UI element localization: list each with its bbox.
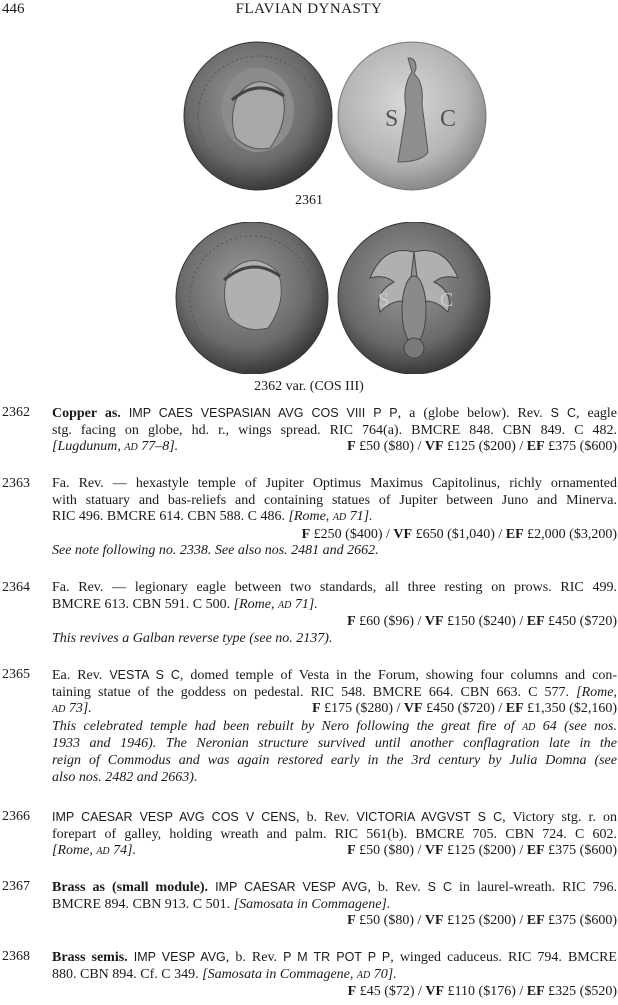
text-segment: with statuary and bas-reliefs and containing statues of Jupiter between Juno and Minerva. [52, 492, 617, 508]
entry-line [52, 809, 617, 827]
text-segment: 64 (see nos. [535, 718, 617, 734]
price-line [312, 701, 617, 719]
text-segment: Brass semis. [52, 950, 128, 965]
entry-line [52, 439, 617, 457]
text-segment: EF [526, 913, 545, 929]
text-segment: VF [424, 843, 444, 859]
entry-line [52, 967, 617, 985]
text-segment: 880. CBN 894. Cf. C 349. [52, 966, 203, 982]
text-segment: VF [425, 984, 445, 1000]
text-segment: 71]. [346, 509, 373, 525]
text-segment: EF [526, 984, 545, 1000]
text-segment: [Rome, [233, 596, 278, 612]
text-segment: Fa. Rev. — hexastyle temple of Jupiter Optimus Maximus Capitolinus, richly ornamented [52, 476, 617, 491]
text-segment: RIC 496. BMCRE 614. CBN 588. C 486. [52, 509, 289, 525]
coin-legend: IMP CAESAR VESP AVG COS V CENS [52, 810, 296, 824]
text-segment: Ea. Rev. [52, 668, 110, 683]
coin-pair-2362 [0, 222, 618, 374]
text-segment: 77–8]. [137, 439, 179, 455]
entry-number: 2367 [2, 879, 30, 894]
coin-legend: VICTORIA AVGVST S C [356, 810, 503, 824]
price-line [52, 527, 617, 544]
text-segment: AD [52, 704, 66, 716]
text-segment: VF [393, 526, 413, 542]
coin-legend: S C [427, 880, 453, 894]
price-line [347, 843, 617, 861]
text-segment: EF [505, 526, 524, 542]
entry-line [52, 597, 617, 615]
entry-number: 2365 [2, 667, 30, 682]
entry-line [52, 631, 617, 648]
text-segment: F [301, 526, 311, 542]
text-segment: F [347, 439, 356, 455]
text-segment: This celebrated temple had been rebuilt by Nero following the great fire of [52, 718, 523, 734]
text-segment: AD [96, 846, 110, 858]
entry-number: 2366 [2, 809, 30, 824]
price-line [347, 439, 617, 457]
text-segment: £50 ($80) / [355, 843, 425, 859]
text-segment: , winged caduceus. RIC 794. BMCRE [390, 950, 617, 965]
entry-body [52, 580, 617, 647]
text-segment: forepart of galley, holding wreath and palm. RIC 561(b). BMCRE 705. CBN 724. C 602. [52, 826, 617, 842]
text-segment: Fa. Rev. — legionary eagle between two standards, all three resting on prows. RIC 499. [52, 580, 617, 595]
price-line [52, 614, 617, 631]
text-segment: EF [505, 701, 524, 717]
entry-line [52, 667, 617, 685]
entry-line [52, 580, 617, 597]
text-segment: AD [522, 721, 536, 733]
text-segment: 71]. [291, 596, 318, 612]
figure-caption-2362: 2362 var. (COS III) [254, 379, 364, 394]
text-segment: also nos. 2482 and 2663). [52, 769, 198, 785]
text-segment: £175 ($280) / [320, 701, 404, 717]
text-segment: [Samosata in Commagene, [202, 966, 357, 982]
coin-legend: VESTA S C [109, 668, 180, 682]
text-segment: taining statue of the goddess on pedestal. RIC 548. BMCRE 664. CBN 663. C 577. [52, 684, 577, 700]
text-segment: Brass as (small module). [52, 880, 209, 895]
entry-line [52, 685, 617, 702]
text-segment: , a (globe below). Rev. [397, 406, 551, 421]
text-segment: 73]. [65, 701, 92, 717]
entry-line [52, 770, 617, 787]
text-segment: reign of Commodus and was again restored early in the 3rd century by Julia Domna (see [52, 752, 617, 768]
reverse-coin-eagle [338, 222, 490, 374]
text-segment: £50 ($80) / [355, 913, 425, 929]
coin-figure-2361 [0, 40, 618, 190]
page-header [0, 0, 618, 22]
svg-text:C: C [440, 106, 457, 132]
text-segment: in laurel-wreath. RIC 796. [452, 880, 617, 895]
text-segment: , b. Rev. [225, 950, 284, 965]
text-segment: £250 ($400) / [310, 526, 394, 542]
text-segment: Copper as. [52, 406, 121, 421]
svg-text:C: C [440, 289, 454, 311]
entry-line [52, 476, 617, 493]
text-segment: F [347, 984, 357, 1000]
entry-body [52, 476, 617, 560]
entry-body [52, 949, 617, 1001]
coin-legend: IMP CAES VESPASIAN AVG COS VIII P P [128, 406, 398, 420]
text-segment: £60 ($96) / [355, 614, 425, 630]
svg-text:S: S [378, 289, 390, 311]
entry-line [52, 405, 617, 423]
entry-body [52, 809, 617, 861]
text-segment: 1933 and 1946). The Neronian structure survived until another conflagration late in the [52, 736, 617, 752]
text-segment: £150 ($240) / [443, 614, 527, 630]
text-segment: [Samosata in Commagene]. [233, 896, 391, 912]
text-segment: F [347, 614, 356, 630]
text-segment: See note following no. 2338. See also nos. 2481 and 2662. [52, 543, 379, 559]
text-segment: AD [277, 599, 292, 611]
coin-figure-2362 [0, 222, 618, 372]
text-segment: £450 ($720) / [422, 701, 506, 717]
running-title: FLAVIAN DYNASTY [235, 1, 383, 17]
text-segment: , Victory stg. r. on [502, 810, 617, 825]
entry-line [52, 719, 617, 737]
text-segment: , b. Rev. [296, 810, 357, 825]
entry-line [52, 736, 617, 753]
entry-line [52, 897, 617, 914]
entry-body [52, 879, 617, 930]
text-segment: [Rome, [288, 509, 333, 525]
text-segment: AD [124, 442, 138, 454]
entry-line [52, 509, 617, 527]
text-segment: £325 ($520) [544, 984, 617, 1000]
text-segment: £1,350 ($2,160) [523, 701, 617, 717]
text-segment: , eagle [575, 406, 618, 421]
text-segment: £125 ($200) / [443, 913, 527, 929]
reverse-coin-sc-figure [338, 42, 486, 190]
page-number: 446 [2, 1, 25, 17]
text-segment: stg. facing on globe, hd. r., wings spread. RIC 764(a). BMCRE 848. CBN 849. C 482. [52, 422, 617, 438]
text-segment: EF [526, 439, 545, 455]
text-segment: £2,000 ($3,200) [523, 526, 617, 542]
text-segment: [Lugdunum, [52, 439, 125, 455]
text-segment: £375 ($600) [544, 913, 617, 929]
entry-number: 2368 [2, 949, 30, 964]
text-segment: AD [332, 512, 347, 524]
text-segment [121, 406, 129, 421]
text-segment: £450 ($720) [544, 614, 617, 630]
text-segment: £375 ($600) [544, 439, 617, 455]
coin-legend: S C [550, 406, 576, 420]
entry-line-left [52, 843, 136, 861]
text-segment: BMCRE 613. CBN 591. C 500. [52, 596, 234, 612]
text-segment: F [347, 913, 356, 929]
text-segment: F [347, 843, 356, 859]
text-segment: £45 ($72) / [356, 984, 426, 1000]
coin-legend: IMP VESP AVG [133, 950, 226, 964]
text-segment: £125 ($200) / [443, 843, 527, 859]
entry-number: 2364 [2, 580, 30, 595]
coin-legend: P M TR POT P P [283, 950, 391, 964]
entry-line [52, 701, 617, 719]
entry-line [52, 843, 617, 861]
text-segment: [Rome, [576, 684, 617, 700]
entry-line [52, 753, 617, 770]
text-segment: £650 ($1,040) / [412, 526, 506, 542]
text-segment: , b. Rev. [367, 880, 428, 895]
entry-line-left [52, 439, 178, 457]
entry-number: 2362 [2, 405, 30, 420]
text-segment: F [312, 701, 321, 717]
entry-body [52, 667, 617, 786]
text-segment: EF [526, 614, 545, 630]
entry-line [52, 827, 617, 844]
entry-line [52, 879, 617, 897]
text-segment: VF [424, 614, 444, 630]
entry-line [52, 423, 617, 440]
text-segment: 74]. [109, 843, 137, 859]
text-segment: , domed temple of Vesta in the Forum, showing four columns and con- [179, 668, 617, 683]
text-segment: VF [403, 701, 423, 717]
svg-text:S: S [385, 106, 399, 132]
entry-body [52, 405, 617, 457]
entry-line [52, 493, 617, 510]
entry-line [52, 949, 617, 967]
entry-line-left [52, 701, 92, 719]
text-segment: 70]. [370, 966, 397, 982]
price-line [52, 913, 617, 930]
obverse-coin-portrait [176, 222, 328, 374]
text-segment: BMCRE 894. CBN 913. C 501. [52, 896, 234, 912]
text-segment: £50 ($80) / [355, 439, 425, 455]
text-segment: AD [356, 969, 371, 981]
entry-number: 2363 [2, 476, 30, 491]
obverse-coin-portrait [184, 42, 332, 190]
text-segment: EF [526, 843, 545, 859]
entry-line [52, 543, 617, 560]
price-line [52, 984, 617, 1001]
coin-pair-2361 [0, 40, 618, 192]
text-segment: [Rome, [52, 843, 97, 859]
text-segment: VF [424, 439, 444, 455]
text-segment: £125 ($200) / [443, 439, 527, 455]
coin-legend: IMP CAESAR VESP AVG [215, 880, 368, 894]
text-segment: VF [424, 913, 444, 929]
text-segment: £375 ($600) [544, 843, 617, 859]
text-segment: £110 ($176) / [444, 984, 527, 1000]
text-segment: This revives a Galban reverse type (see no. 2137). [52, 630, 333, 646]
figure-caption-2361: 2361 [295, 193, 323, 208]
